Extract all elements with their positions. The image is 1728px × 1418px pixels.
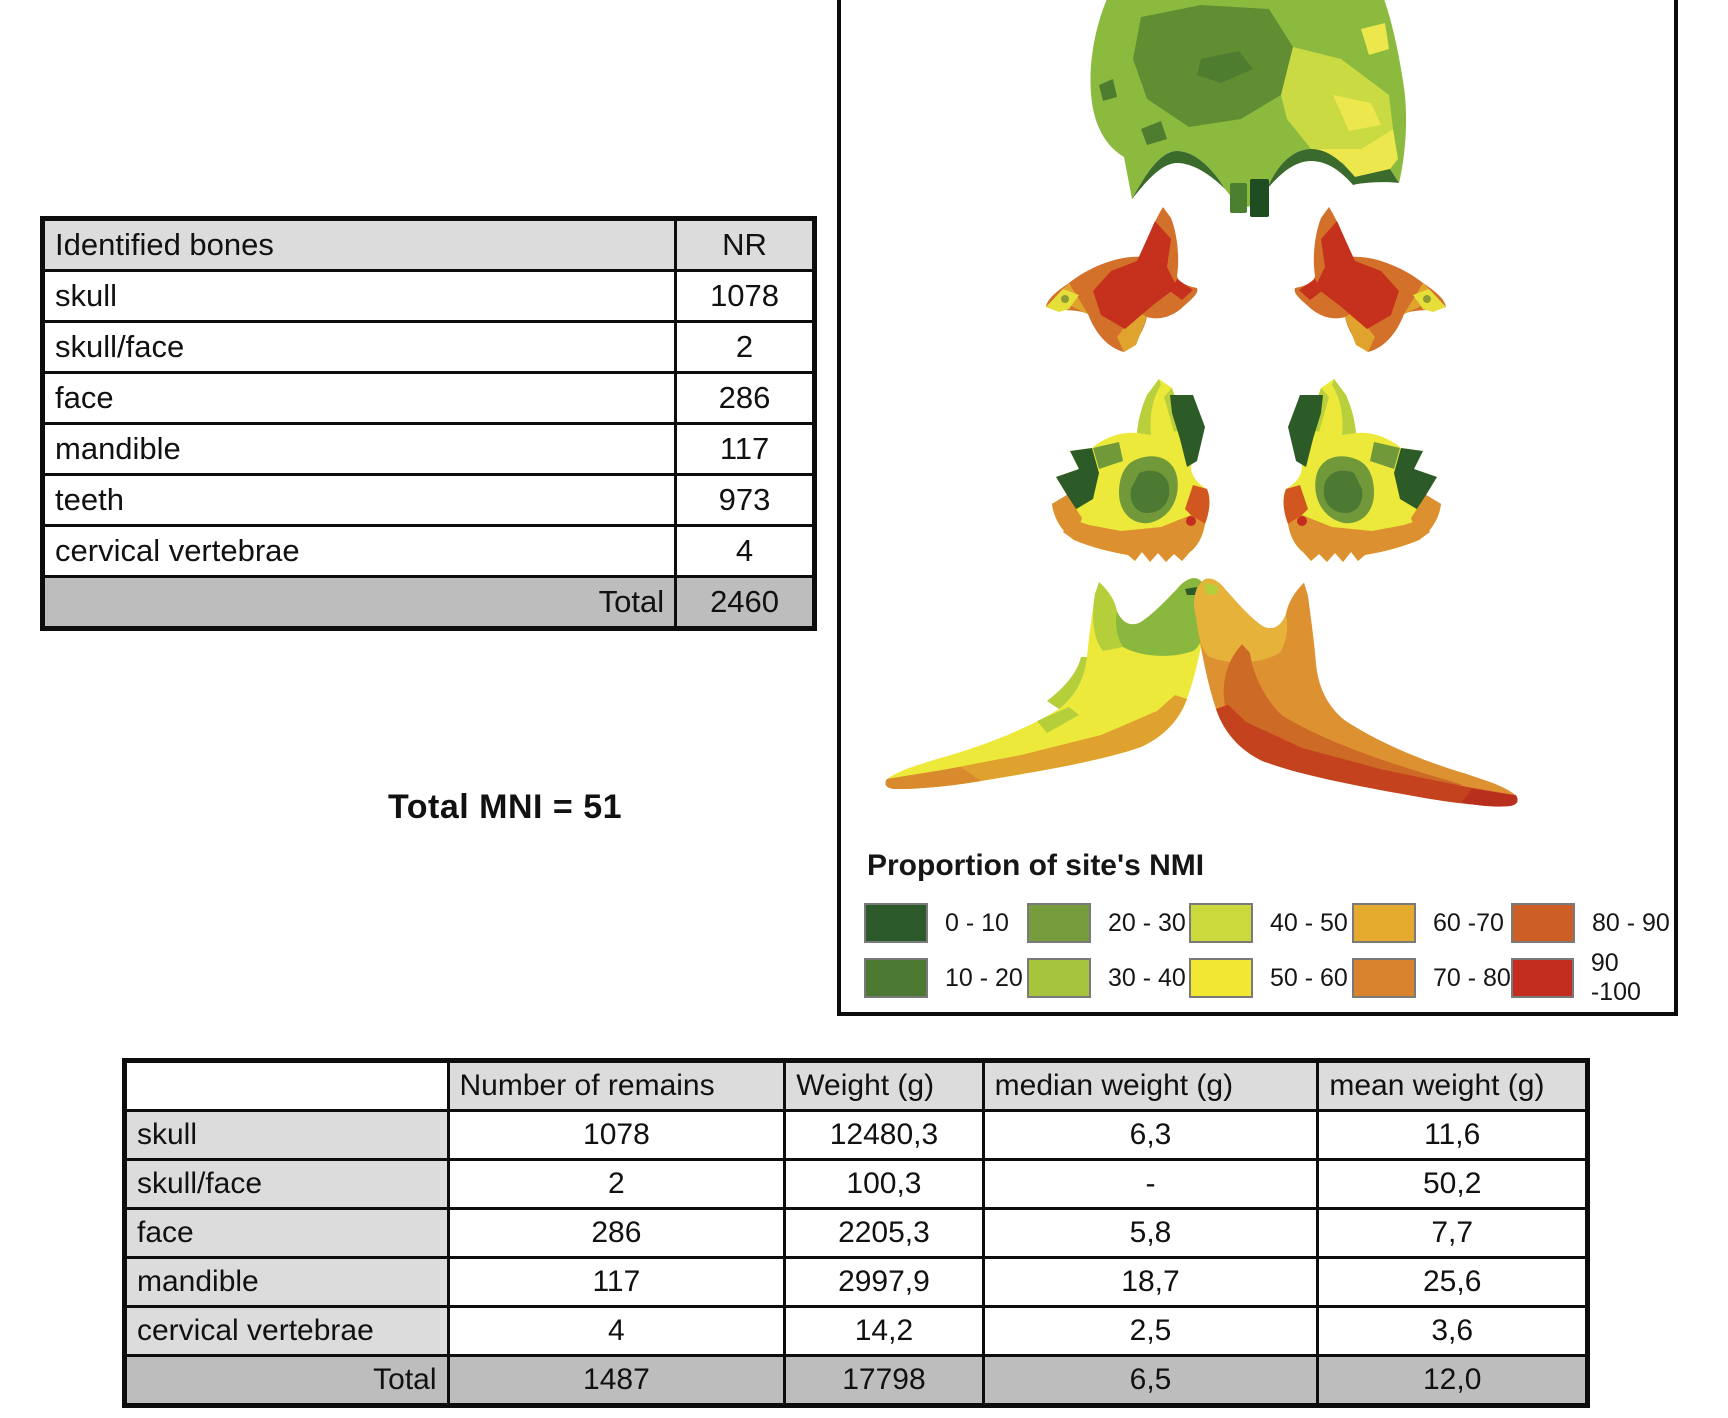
table-row: [43, 271, 815, 322]
legend-swatch-80-90: [1511, 903, 1575, 943]
number-of-remains-value: 286: [448, 1209, 785, 1258]
bone-label: mandible: [125, 1258, 449, 1307]
weight-value: 2997,9: [785, 1258, 983, 1307]
bone-label: mandible: [43, 424, 676, 475]
column-header-identified-bones: Identified bones: [43, 219, 676, 271]
column-header-mean-weight: mean weight (g): [1318, 1061, 1588, 1111]
column-header-number-of-remains: Number of remains: [448, 1061, 785, 1111]
legend-label: 20 - 30: [1108, 908, 1186, 937]
table-row: [125, 1111, 1588, 1160]
legend-label: 10 - 20: [945, 963, 1023, 992]
total-mni-note: Total MNI = 51: [387, 788, 623, 826]
number-of-remains-value: 117: [448, 1258, 785, 1307]
number-of-remains-value: 4: [448, 1307, 785, 1356]
median-weight-value: 6,3: [983, 1111, 1318, 1160]
legend-swatch-10-20: [864, 958, 928, 998]
number-of-remains-value: 1078: [448, 1111, 785, 1160]
legend-swatch-30-40: [1027, 958, 1091, 998]
maxilla-left-icon: [1052, 379, 1209, 562]
bone-weights-table: [122, 1058, 1590, 1408]
total-value: 2460: [676, 577, 815, 629]
mean-weight-value: 7,7: [1318, 1209, 1588, 1258]
mean-weight-value: 50,2: [1318, 1160, 1588, 1209]
legend-item: [864, 957, 1023, 999]
table-row: [43, 475, 815, 526]
total-mean-weight: 12,0: [1318, 1356, 1588, 1406]
bone-count: 117: [676, 424, 815, 475]
bone-label: cervical vertebrae: [43, 526, 676, 577]
legend-label: 0 - 10: [945, 908, 1009, 937]
table-row: [43, 424, 815, 475]
table-header-row: [125, 1061, 1588, 1111]
column-header-nr: NR: [676, 219, 815, 271]
table-total-row: [125, 1356, 1588, 1406]
median-weight-value: -: [983, 1160, 1318, 1209]
weight-value: 100,3: [785, 1160, 983, 1209]
table-row: [125, 1209, 1588, 1258]
median-weight-value: 2,5: [983, 1307, 1318, 1356]
weight-value: 2205,3: [785, 1209, 983, 1258]
weight-value: 14,2: [785, 1307, 983, 1356]
legend-swatch-70-80: [1352, 958, 1416, 998]
bone-label: face: [125, 1209, 449, 1258]
legend-item: [1027, 902, 1186, 944]
column-header-median-weight: median weight (g): [983, 1061, 1318, 1111]
table-total-row: [43, 577, 815, 629]
legend-item: [1189, 957, 1348, 999]
temporal-bone-left-icon: [1046, 207, 1197, 352]
bone-count: 2: [676, 322, 815, 373]
legend-swatch-90-100: [1511, 958, 1574, 998]
table-row: [43, 322, 815, 373]
mean-weight-value: 11,6: [1318, 1111, 1588, 1160]
total-label: Total: [125, 1356, 449, 1406]
legend-label: 70 - 80: [1433, 963, 1511, 992]
legend-item: [1189, 902, 1348, 944]
bone-label: skull/face: [43, 322, 676, 373]
legend-label: 30 - 40: [1108, 963, 1186, 992]
bone-label: skull: [43, 271, 676, 322]
mandible-left-icon: [885, 578, 1209, 789]
column-header-empty: [125, 1061, 449, 1111]
legend-label: 80 - 90: [1592, 908, 1670, 937]
mandible-right-icon: [1194, 579, 1518, 807]
legend-label: 90 -100: [1590, 949, 1641, 1006]
skull-heatmap-figure: [837, 0, 1678, 1016]
total-median-weight: 6,5: [983, 1356, 1318, 1406]
table-row: [43, 373, 815, 424]
bone-count: 973: [676, 475, 815, 526]
legend-item: [864, 902, 1009, 944]
frontal-bone-icon: [1090, 0, 1406, 207]
table-row: [43, 526, 815, 577]
number-of-remains-value: 2: [448, 1160, 785, 1209]
bone-label: skull: [125, 1111, 449, 1160]
legend-label: 60 -70: [1433, 908, 1504, 937]
total-weight: 17798: [785, 1356, 983, 1406]
bone-count: 286: [676, 373, 815, 424]
legend-item: [1352, 902, 1504, 944]
bone-label: teeth: [43, 475, 676, 526]
table-row: [125, 1160, 1588, 1209]
column-header-weight: Weight (g): [785, 1061, 983, 1111]
table-row: [125, 1307, 1588, 1356]
table-header-row: [43, 219, 815, 271]
legend-item: [1511, 949, 1674, 1006]
median-weight-value: 18,7: [983, 1258, 1318, 1307]
skull-bones-illustration: [841, 0, 1674, 839]
mean-weight-value: 3,6: [1318, 1307, 1588, 1356]
legend-swatch-60-70: [1352, 903, 1416, 943]
weight-value: 12480,3: [785, 1111, 983, 1160]
legend-swatch-50-60: [1189, 958, 1253, 998]
median-weight-value: 5,8: [983, 1209, 1318, 1258]
total-number-of-remains: 1487: [448, 1356, 785, 1406]
legend-item: [1027, 957, 1186, 999]
legend-label: 40 - 50: [1270, 908, 1348, 937]
legend-swatch-0-10: [864, 903, 928, 943]
bone-label: skull/face: [125, 1160, 449, 1209]
table-row: [125, 1258, 1588, 1307]
legend-item: [1352, 957, 1511, 999]
mean-weight-value: 25,6: [1318, 1258, 1588, 1307]
legend-swatch-40-50: [1189, 903, 1253, 943]
bone-label: face: [43, 373, 676, 424]
bone-count: 1078: [676, 271, 815, 322]
legend-label: 50 - 60: [1270, 963, 1348, 992]
identified-bones-table: [40, 216, 817, 631]
bone-label: cervical vertebrae: [125, 1307, 449, 1356]
legend-swatch-20-30: [1027, 903, 1091, 943]
bone-count: 4: [676, 526, 815, 577]
temporal-bone-right-icon: [1295, 207, 1446, 352]
maxilla-right-icon: [1284, 379, 1441, 562]
legend-title: Proportion of site's NMI: [867, 849, 1205, 882]
legend-item: [1511, 902, 1670, 944]
total-label: Total: [43, 577, 676, 629]
